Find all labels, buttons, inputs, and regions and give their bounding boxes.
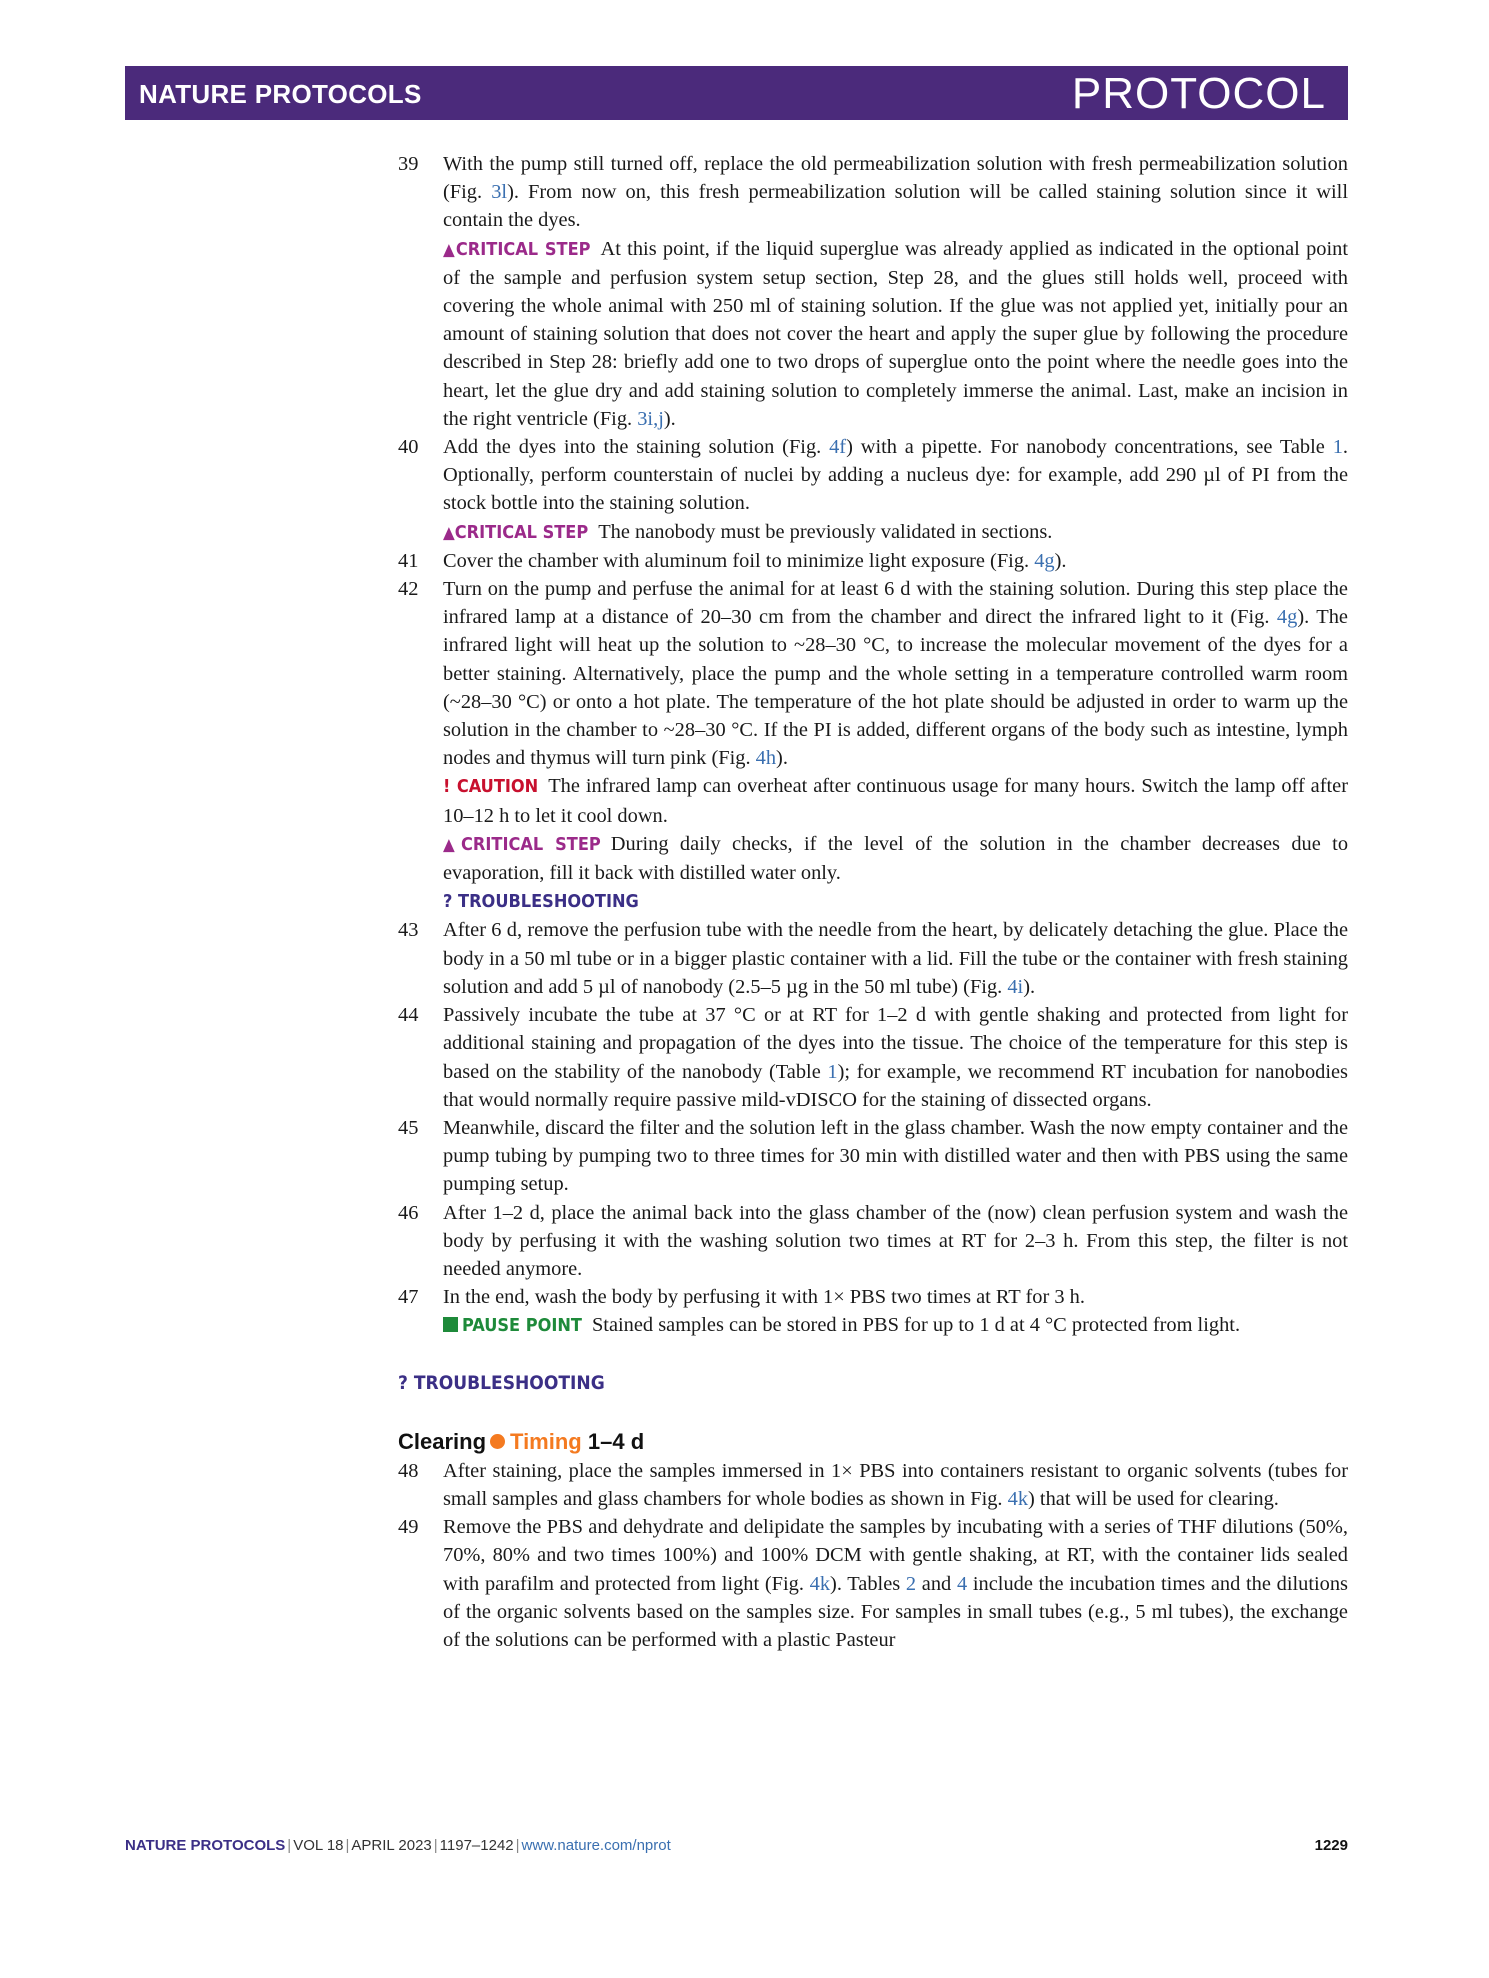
step-49: 49 Remove the PBS and dehydrate and delipidate the samples by incubating with a series of THF dilutions (50%, 70%, 80% and two times 100%) and 100% DCM with gentle shaking, at RT, with the container lids sealed with parafilm and protected from light (Fig. 4k). Tables 2 and 4 include the incubation times and the dilutions of the organic solvents based on the samples size. For samples in small tubes (e.g., 5 ml tubes), the exchange of the solutions can be performed with a plastic Pasteur	[398, 1513, 1348, 1654]
step-number: 45	[398, 1116, 419, 1139]
triangle-icon: ▲	[443, 834, 462, 855]
step-46: 46 After 1–2 d, place the animal back into the glass chamber of the (now) clean perfusion system and wash the body by perfusing it with the washing solution two times at RT for 2–3 h. From this step, the filter is not needed anymore.	[398, 1199, 1348, 1284]
journal-header-bar	[125, 66, 1348, 120]
step-number: 49	[398, 1516, 419, 1539]
critical-step-note: ▲CRITICAL STEP At this point, if the liquid superglue was already applied as indicated in the optional point of the sample and perfusion system setup section, Step 28, and the glues still holds well, proceed with covering the whole animal with 250 ml of staining solution. If the glue was not applied yet, initially pour an amount of staining solution that does not cover the heart and apply the super glue by following the procedure described in Step 28: briefly add one to two drops of superglue onto the point where the needle goes into the heart, let the glue dry and add staining solution to completely immerse the animal. Last, make an incision in the right ventricle (Fig. 3i,j).	[443, 237, 1349, 430]
troubleshooting-label[interactable]: ? TROUBLESHOOTING	[443, 891, 639, 913]
caution-label: ! CAUTION	[443, 776, 539, 798]
page-number: 1229	[1314, 1837, 1348, 1854]
step-text: ). From now on, this fresh permeabilization solution will be called staining solution since it will contain the dyes.	[443, 181, 1348, 232]
step-48: 48 After staining, place the samples immersed in 1× PBS into containers resistant to organic solvents (tubes for small samples and glass chambers for whole bodies as shown in Fig. 4k) that will be used for clearing.	[398, 1457, 1348, 1513]
main-text	[398, 150, 1348, 1654]
footer-journal: NATURE PROTOCOLS	[125, 1837, 286, 1854]
step-40: 40 Add the dyes into the staining solution (Fig. 4f) with a pipette. For nanobody concentrations, see Table 1. Optionally, perform counterstain of nuclei by adding a nucleus dye: for example, add 290 µl of PI from the stock bottle into the staining solution.	[398, 433, 1348, 518]
table-link[interactable]: 4	[956, 1572, 968, 1595]
timing-value: 1–4 d	[587, 1428, 645, 1454]
step-42: 42 Turn on the pump and perfuse the animal for at least 6 d with the staining solution. During this step place the infrared lamp at a distance of 20–30 cm from the chamber and direct the infrared light to it (Fig. 4g). The infrared light will heat up the solution to ~28–30 °C, to increase the molecular movement of the dyes for a better staining. Alternatively, place the pump and the whole setting in a temperature controlled warm room (~28–30 °C) or onto a hot plate. The temperature of the hot plate should be adjusted in order to warm up the solution in the chamber to ~28–30 °C. If the PI is added, different organs of the body such as intestine, lymph nodes and thymus will turn pink (Fig. 4h).	[398, 575, 1348, 772]
clearing-heading	[398, 1427, 1348, 1457]
critical-step-note: ▲CRITICAL STEP During daily checks, if the level of the solution in the chamber decreases due to evaporation, fill it back with distilled water only.	[443, 832, 1349, 885]
figure-link[interactable]: 4k	[1007, 1487, 1029, 1510]
step-number: 47	[398, 1286, 419, 1309]
critical-step-label: ▲CRITICAL STEP	[443, 521, 589, 543]
journal-name: NATURE PROTOCOLS	[139, 79, 422, 109]
footer-url-link[interactable]: www.nature.com/nprot	[521, 1837, 671, 1854]
step-number: 46	[398, 1201, 419, 1224]
table-link[interactable]: 1	[1332, 436, 1343, 459]
triangle-icon: ▲	[443, 239, 456, 260]
step-number: 42	[398, 578, 419, 601]
timing-label: Timing	[510, 1428, 582, 1454]
figure-link[interactable]: 3i,j	[637, 407, 664, 430]
article-type: PROTOCOL	[1071, 69, 1326, 118]
pause-point-note: PAUSE POINT Stained samples can be stored in PBS for up to 1 d at 4 °C protected from light.	[398, 1311, 1348, 1340]
figure-link[interactable]: 4f	[829, 436, 847, 459]
table-link[interactable]: 2	[905, 1572, 917, 1595]
footer-volume: VOL 18	[293, 1837, 344, 1854]
figure-link[interactable]: 4k	[809, 1572, 831, 1595]
critical-step-note: ▲CRITICAL STEP The nanobody must be previously validated in sections.	[443, 520, 1053, 543]
step-44: 44 Passively incubate the tube at 37 °C or at RT for 1–2 d with gentle shaking and protected from light for additional staining and propagation of the dyes into the tissue. The choice of the temperature for this step is based on the stability of the nanobody (Table 1); for example, we recommend RT incubation for nanobodies that would normally require passive mild-vDISCO for the staining of dissected organs.	[398, 1001, 1348, 1114]
pause-point-label: PAUSE POINT	[443, 1315, 582, 1336]
table-link[interactable]: 1	[827, 1060, 838, 1083]
step-47: 47 In the end, wash the body by perfusing it with 1× PBS two times at RT for 3 h.	[398, 1283, 1348, 1311]
figure-link[interactable]: 4g	[1276, 606, 1298, 629]
footer-date: APRIL 2023	[351, 1837, 432, 1854]
step-number: 41	[398, 549, 419, 572]
troubleshooting-heading[interactable]: ? TROUBLESHOOTING	[398, 1371, 605, 1394]
step-number: 48	[398, 1459, 419, 1482]
step-number: 40	[398, 436, 419, 459]
step-41: 41 Cover the chamber with aluminum foil to minimize light exposure (Fig. 4g).	[398, 547, 1348, 575]
figure-link[interactable]: 3l	[491, 181, 508, 204]
figure-link[interactable]: 4g	[1034, 549, 1055, 572]
figure-link[interactable]: 4i	[1007, 975, 1024, 998]
troubleshooting-note	[398, 887, 1348, 916]
figure-link[interactable]: 4h	[755, 747, 777, 770]
caution-note: ! CAUTION The infrared lamp can overheat after continuous usage for many hours. Switch the lamp off after 10–12 h to let it cool down.	[443, 775, 1348, 827]
square-icon	[443, 1317, 458, 1332]
step-number: 44	[398, 1004, 419, 1027]
section-title: Clearing	[398, 1428, 487, 1454]
step-number: 39	[398, 153, 419, 175]
step-number: 43	[398, 919, 419, 942]
step-39	[398, 150, 1348, 235]
triangle-icon: ▲	[443, 522, 455, 543]
step-45: 45 Meanwhile, discard the filter and the solution left in the glass chamber. Wash the now empty container and the pump tubing by pumping two to three times for 30 min with distilled water and then with PBS using the same pumping setup.	[398, 1114, 1348, 1199]
page-footer: NATURE PROTOCOLS | VOL 18 | APRIL 2023 | 1197–1242 | www.nature.com/nprot 1229	[125, 1837, 1348, 1854]
step-43: 43 After 6 d, remove the perfusion tube with the needle from the heart, by delicately detaching the glue. Place the body in a 50 ml tube or in a bigger plastic container with a lid. Fill the tube or the container with fresh staining solution and add 5 µl of nanobody (2.5–5 µg in the 50 ml tube) (Fig. 4i).	[398, 916, 1348, 1001]
timing-dot-icon	[490, 1434, 505, 1449]
step-text: With the pump still turned off, replace the old permeabilization solution with fresh permeabilization solution (Fig.	[443, 153, 1348, 204]
critical-step-label: ▲CRITICAL STEP	[443, 833, 601, 855]
critical-step-label: ▲CRITICAL STEP	[443, 238, 591, 260]
footer-pages: 1197–1242	[439, 1837, 514, 1854]
